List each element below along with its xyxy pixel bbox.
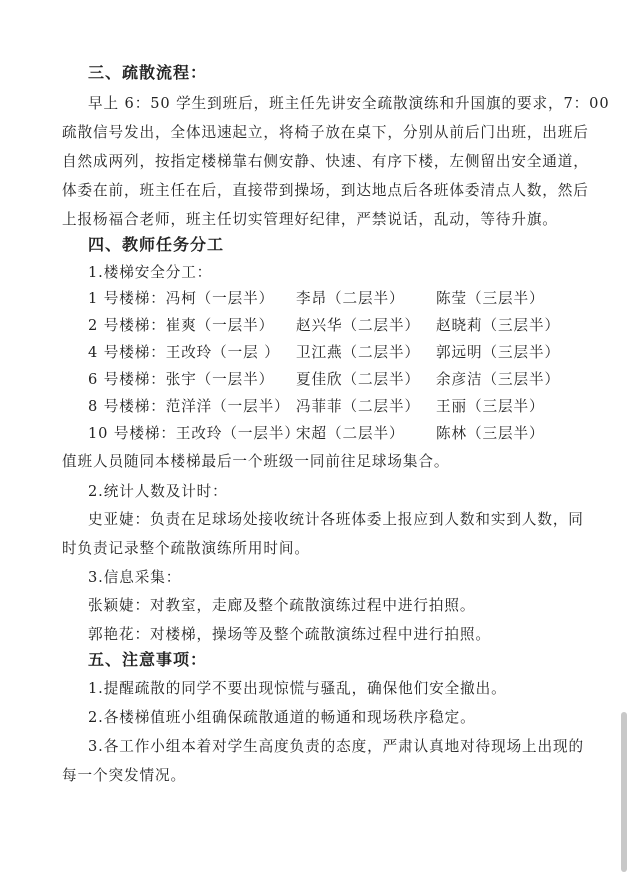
stair-assignment: 4 号楼梯：王改玲（一层 ） xyxy=(88,344,280,361)
section4-heading: 四、教师任务分工 xyxy=(88,235,225,254)
section5-heading: 五、注意事项： xyxy=(88,650,208,669)
photo-subheading: 3.信息采集： xyxy=(88,569,182,586)
second-floor-teacher: 卫江燕（二层半） xyxy=(296,344,420,361)
notice-item-2: 2.各楼梯值班小组确保疏散通道的畅通和现场秩序稳定。 xyxy=(88,709,476,726)
section3-line-5: 上报杨福合老师，班主任切实管理好纪律，严禁说话，乱动，等待升旗。 xyxy=(62,211,558,228)
second-floor-teacher: 宋超（二层半） xyxy=(296,425,405,442)
section3-line-4: 体委在前，班主任在后，直接带到操场，到达地点后各班体委清点人数，然后 xyxy=(62,182,589,199)
stair-assignment: 2 号楼梯：崔爽（一层半） xyxy=(88,317,275,334)
third-floor-teacher: 陈莹（三层半） xyxy=(436,290,545,307)
notice-item-3-line-1: 3.各工作小组本着对学生高度负责的态度，严肃认真地对待现场上出现的 xyxy=(88,738,585,755)
notice-item-3-line-2: 每一个突发情况。 xyxy=(62,767,186,784)
third-floor-teacher: 陈林（三层半） xyxy=(436,425,545,442)
stairs-row xyxy=(88,314,588,336)
stair-assignment: 6 号楼梯：张宇（一层半） xyxy=(88,371,275,388)
stairs-row xyxy=(88,341,588,363)
third-floor-teacher: 郭远明（三层半） xyxy=(436,344,560,361)
stair-assignment: 10 号楼梯：王改玲（一层半） xyxy=(88,425,300,442)
notice-item-1: 1.提醒疏散的同学不要出现惊慌与骚乱，确保他们安全撤出。 xyxy=(88,680,507,697)
section3-line-3: 自然成两列，按指定楼梯靠右侧安静、快速、有序下楼，左侧留出安全通道， xyxy=(62,153,589,170)
third-floor-teacher: 余彦洁（三层半） xyxy=(436,371,560,388)
stairs-row xyxy=(88,422,588,444)
stairs-note: 值班人员随同本楼梯最后一个班级一同前往足球场集合。 xyxy=(62,453,450,470)
section3-line-2: 疏散信号发出，全体迅速起立，将椅子放在桌下，分别从前后门出班，出班后 xyxy=(62,124,589,141)
stairs-row xyxy=(88,395,588,417)
photo-duty-1: 张颖婕：对教室，走廊及整个疏散演练过程中进行拍照。 xyxy=(88,597,476,614)
stats-line-2: 时负责记录整个疏散演练所用时间。 xyxy=(62,540,310,557)
second-floor-teacher: 夏佳欣（二层半） xyxy=(296,371,420,388)
third-floor-teacher: 王丽（三层半） xyxy=(436,398,545,415)
stats-line-1: 史亚婕：负责在足球场处接收统计各班体委上报应到人数和实到人数，同 xyxy=(88,511,584,528)
stairs-subheading: 1.楼梯安全分工： xyxy=(88,264,213,281)
stair-assignment: 1 号楼梯：冯柯（一层半） xyxy=(88,290,275,307)
second-floor-teacher: 李昂（二层半） xyxy=(296,290,405,307)
second-floor-teacher: 赵兴华（二层半） xyxy=(296,317,420,334)
stairs-row xyxy=(88,287,588,309)
third-floor-teacher: 赵晓莉（三层半） xyxy=(436,317,560,334)
vertical-scrollbar[interactable] xyxy=(621,712,627,872)
stairs-row xyxy=(88,368,588,390)
stats-subheading: 2.统计人数及计时： xyxy=(88,483,228,500)
photo-duty-2: 郭艳花：对楼梯，操场等及整个疏散演练过程中进行拍照。 xyxy=(88,626,491,643)
section3-heading: 三、疏散流程： xyxy=(88,63,208,82)
stair-assignment: 8 号楼梯：范洋洋（一层半） xyxy=(88,398,290,415)
section3-line-1: 早上 6：50 学生到班后，班主任先讲安全疏散演练和升国旗的要求，7：00 xyxy=(88,95,610,112)
second-floor-teacher: 冯菲菲（二层半） xyxy=(296,398,420,415)
